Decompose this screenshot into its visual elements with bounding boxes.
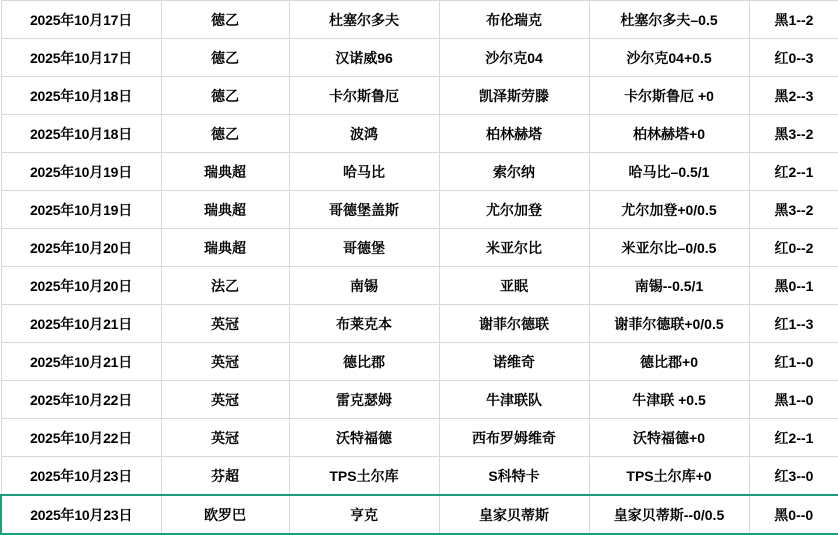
- home-team: 杜塞尔多夫: [289, 1, 439, 39]
- league-name: 英冠: [161, 343, 289, 381]
- table-row: [1, 115, 838, 153]
- handicap-pick: 牛津联 +0.5: [589, 381, 749, 419]
- match-result: 黑0--0: [749, 495, 838, 534]
- home-team: 亨克: [289, 495, 439, 534]
- table-row: [1, 153, 838, 191]
- away-team: 牛津联队: [439, 381, 589, 419]
- match-date: 2025年10月23日: [1, 457, 161, 496]
- handicap-pick: 谢菲尔德联+0/0.5: [589, 305, 749, 343]
- handicap-pick: 南锡--0.5/1: [589, 267, 749, 305]
- table-row: [1, 267, 838, 305]
- home-team: 汉诺威96: [289, 39, 439, 77]
- league-name: 德乙: [161, 1, 289, 39]
- table-row: [1, 305, 838, 343]
- match-result: 红0--2: [749, 229, 838, 267]
- home-team: 哈马比: [289, 153, 439, 191]
- away-team: 谢菲尔德联: [439, 305, 589, 343]
- home-team: 沃特福德: [289, 419, 439, 457]
- home-team: 雷克瑟姆: [289, 381, 439, 419]
- match-date: 2025年10月19日: [1, 153, 161, 191]
- handicap-pick: 皇家贝蒂斯--0/0.5: [589, 495, 749, 534]
- home-team: 布莱克本: [289, 305, 439, 343]
- match-result: 红1--0: [749, 343, 838, 381]
- match-result: 红3--0: [749, 457, 838, 496]
- league-name: 瑞典超: [161, 229, 289, 267]
- home-team: 南锡: [289, 267, 439, 305]
- away-team: 米亚尔比: [439, 229, 589, 267]
- away-team: 诺维奇: [439, 343, 589, 381]
- handicap-pick: 卡尔斯鲁厄 +0: [589, 77, 749, 115]
- match-date: 2025年10月17日: [1, 39, 161, 77]
- table-row: [1, 229, 838, 267]
- league-name: 瑞典超: [161, 153, 289, 191]
- away-team: 亚眠: [439, 267, 589, 305]
- handicap-pick: 德比郡+0: [589, 343, 749, 381]
- table-row: [1, 495, 838, 534]
- handicap-pick: 哈马比–0.5/1: [589, 153, 749, 191]
- away-team: 皇家贝蒂斯: [439, 495, 589, 534]
- away-team: 布伦瑞克: [439, 1, 589, 39]
- handicap-pick: 沃特福德+0: [589, 419, 749, 457]
- match-result: 红2--1: [749, 419, 838, 457]
- match-result: 黑3--2: [749, 191, 838, 229]
- match-result: 黑1--2: [749, 1, 838, 39]
- match-date: 2025年10月22日: [1, 419, 161, 457]
- match-result: 黑1--0: [749, 381, 838, 419]
- away-team: 尤尔加登: [439, 191, 589, 229]
- home-team: 卡尔斯鲁厄: [289, 77, 439, 115]
- match-date: 2025年10月20日: [1, 267, 161, 305]
- league-name: 欧罗巴: [161, 495, 289, 534]
- table-row: [1, 39, 838, 77]
- table-row: [1, 191, 838, 229]
- match-date: 2025年10月23日: [1, 495, 161, 534]
- handicap-pick: TPS土尔库+0: [589, 457, 749, 496]
- handicap-pick: 米亚尔比–0/0.5: [589, 229, 749, 267]
- away-team: S科特卡: [439, 457, 589, 496]
- match-date: 2025年10月22日: [1, 381, 161, 419]
- home-team: 波鸿: [289, 115, 439, 153]
- match-date: 2025年10月17日: [1, 1, 161, 39]
- league-name: 瑞典超: [161, 191, 289, 229]
- table-row: [1, 343, 838, 381]
- handicap-pick: 杜塞尔多夫–0.5: [589, 1, 749, 39]
- table-row: [1, 1, 838, 39]
- table-body: [1, 1, 838, 535]
- away-team: 西布罗姆维奇: [439, 419, 589, 457]
- match-result: 红0--3: [749, 39, 838, 77]
- match-result: 黑2--3: [749, 77, 838, 115]
- match-date: 2025年10月19日: [1, 191, 161, 229]
- match-date: 2025年10月21日: [1, 305, 161, 343]
- handicap-pick: 尤尔加登+0/0.5: [589, 191, 749, 229]
- away-team: 凯泽斯劳滕: [439, 77, 589, 115]
- league-name: 英冠: [161, 419, 289, 457]
- away-team: 柏林赫塔: [439, 115, 589, 153]
- handicap-pick: 柏林赫塔+0: [589, 115, 749, 153]
- match-result: 黑3--2: [749, 115, 838, 153]
- match-date: 2025年10月21日: [1, 343, 161, 381]
- away-team: 沙尔克04: [439, 39, 589, 77]
- league-name: 德乙: [161, 77, 289, 115]
- league-name: 法乙: [161, 267, 289, 305]
- away-team: 索尔纳: [439, 153, 589, 191]
- handicap-pick: 沙尔克04+0.5: [589, 39, 749, 77]
- table-row: [1, 419, 838, 457]
- match-date: 2025年10月18日: [1, 77, 161, 115]
- league-name: 德乙: [161, 39, 289, 77]
- match-date: 2025年10月20日: [1, 229, 161, 267]
- home-team: 哥德堡盖斯: [289, 191, 439, 229]
- table-row: [1, 381, 838, 419]
- table-row: [1, 457, 838, 496]
- league-name: 德乙: [161, 115, 289, 153]
- table-row: [1, 77, 838, 115]
- league-name: 英冠: [161, 381, 289, 419]
- match-result: 红2--1: [749, 153, 838, 191]
- match-result: 红1--3: [749, 305, 838, 343]
- match-result: 黑0--1: [749, 267, 838, 305]
- home-team: 德比郡: [289, 343, 439, 381]
- league-name: 芬超: [161, 457, 289, 496]
- match-date: 2025年10月18日: [1, 115, 161, 153]
- home-team: TPS土尔库: [289, 457, 439, 496]
- home-team: 哥德堡: [289, 229, 439, 267]
- league-name: 英冠: [161, 305, 289, 343]
